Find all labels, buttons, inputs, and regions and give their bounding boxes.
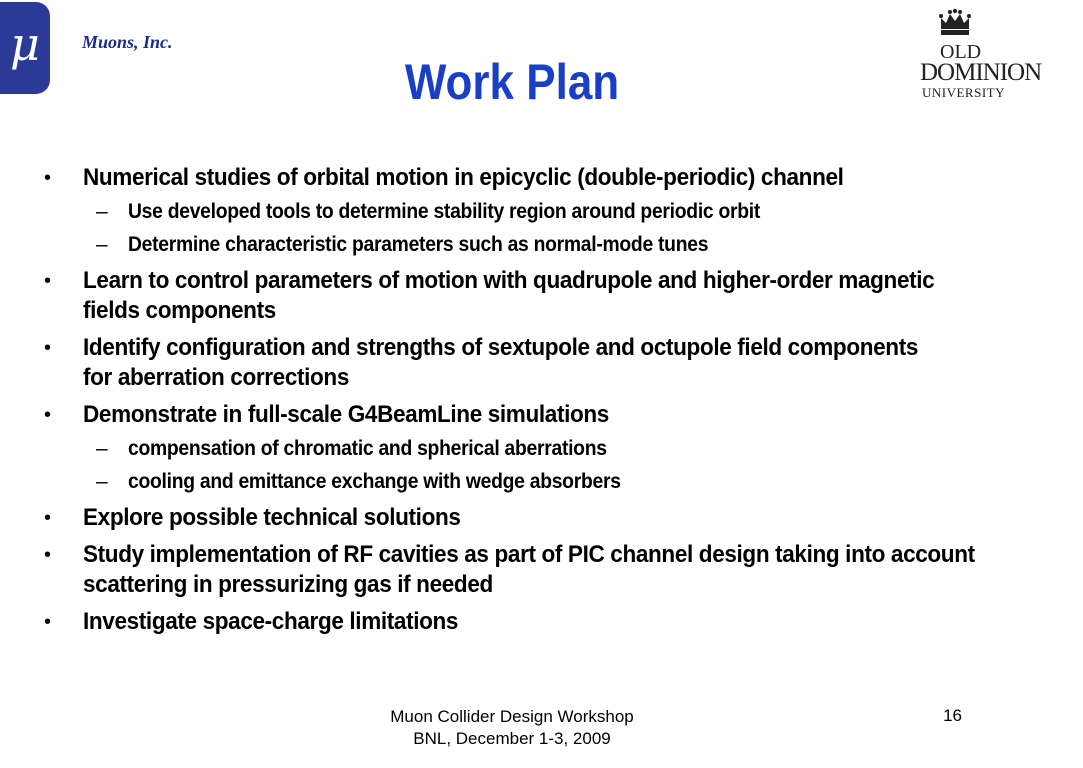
dash-icon: –: [96, 200, 108, 223]
sub-bullet-text: compensation of chromatic and spherical aberrations: [128, 437, 607, 460]
bullet-text: Demonstrate in full-scale G4BeamLine simulations: [83, 401, 609, 428]
sub-bullet-text: Use developed tools to determine stability region around periodic orbit: [128, 200, 761, 223]
sub-bullet-item: [42, 198, 1002, 226]
bullet-item: [42, 333, 1002, 393]
bullet-text: Identify configuration and strengths of sextupole and octupole field components for aberration corrections: [83, 334, 919, 391]
dash-icon: –: [96, 470, 108, 493]
bullet-text: Numerical studies of orbital motion in epicyclic (double-periodic) channel: [83, 164, 844, 191]
sub-bullet-text: Determine characteristic parameters such as normal-mode tunes: [128, 233, 709, 256]
bullet-item: [42, 400, 1002, 430]
sub-bullet-item: [42, 468, 1002, 496]
bullet-icon: •: [44, 167, 51, 189]
odu-line-dominion: DOMINION: [920, 59, 1042, 86]
muons-logo: [0, 2, 50, 94]
crown-icon: [938, 8, 972, 38]
footer: [312, 706, 712, 750]
bullet-icon: •: [44, 270, 51, 292]
company-name: Muons, Inc.: [82, 32, 173, 52]
bullet-text: Explore possible technical solutions: [83, 504, 461, 531]
dash-icon: –: [96, 437, 108, 460]
bullet-icon: •: [44, 544, 51, 566]
odu-logo: [918, 8, 1042, 100]
bullet-icon: •: [44, 337, 51, 359]
odu-line-old: OLD: [940, 41, 982, 63]
page-number: 16: [943, 706, 962, 725]
bullet-icon: •: [44, 611, 51, 633]
dash-icon: –: [96, 233, 108, 256]
bullet-list: [42, 163, 1002, 644]
slide-title: Work Plan: [404, 54, 620, 110]
footer-line-2: BNL, December 1-3, 2009: [413, 729, 611, 748]
bullet-item: [42, 163, 1002, 193]
bullet-icon: •: [44, 404, 51, 426]
bullet-icon: •: [44, 507, 51, 529]
bullet-item: [42, 540, 1002, 600]
mu-symbol: μ: [10, 17, 40, 71]
bullet-text: Investigate space-charge limitations: [83, 608, 459, 635]
sub-bullet-item: [42, 435, 1002, 463]
bullet-item: [42, 607, 1002, 637]
bullet-text: Study implementation of RF cavities as part of PIC channel design taking into account scattering in pressurizing gas if needed: [83, 541, 975, 598]
odu-line-university: UNIVERSITY: [922, 85, 1005, 100]
sub-bullet-item: [42, 231, 1002, 259]
bullet-text: Learn to control parameters of motion with quadrupole and higher-order magnetic fields components: [83, 267, 935, 324]
bullet-item: [42, 503, 1002, 533]
sub-bullet-text: cooling and emittance exchange with wedge absorbers: [128, 470, 621, 493]
footer-line-1: Muon Collider Design Workshop: [390, 707, 634, 726]
bullet-item: [42, 266, 1002, 326]
